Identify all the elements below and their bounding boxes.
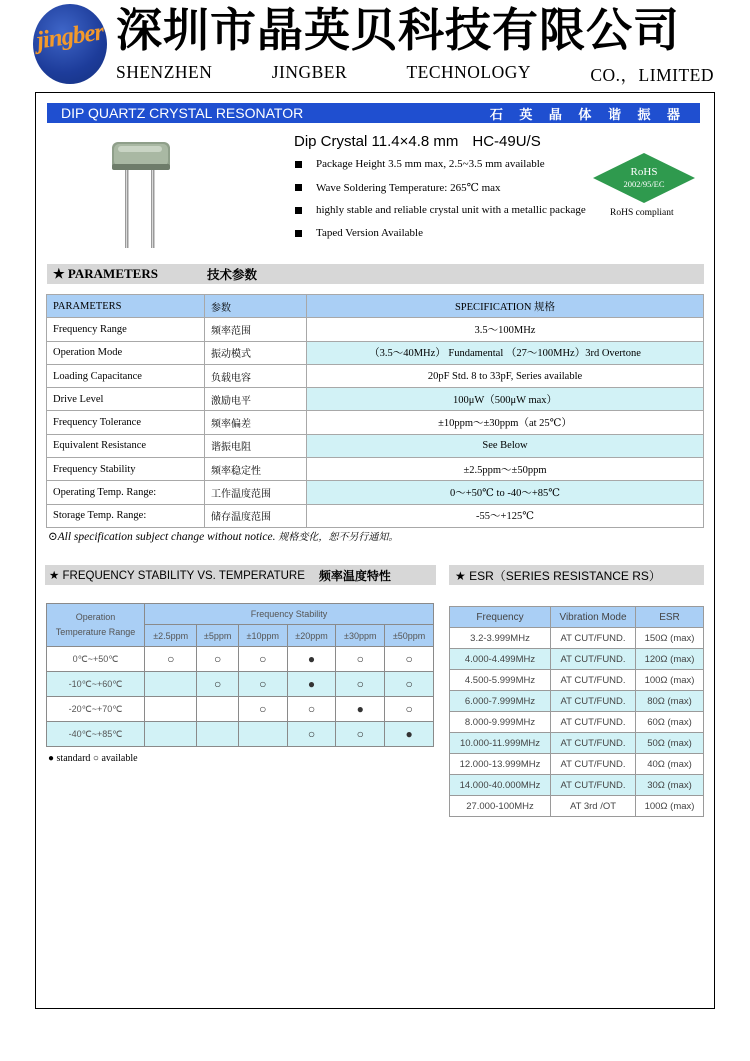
- parameters-table: [46, 294, 704, 528]
- product-title: [294, 133, 541, 150]
- feature-item: [295, 204, 586, 216]
- table-header-row: [47, 295, 704, 318]
- letterhead: [0, 0, 750, 92]
- header-cell: SPECIFICATION 规格: [307, 295, 704, 318]
- esr-frequency: 14.000-40.000MHz: [450, 775, 551, 796]
- company-name-en: [116, 62, 714, 87]
- stability-mark: [145, 697, 197, 722]
- stability-mark: ●: [385, 722, 434, 747]
- section-title-cn: 频率温度特性: [318, 568, 391, 583]
- esr-value: 120Ω (max): [636, 649, 704, 670]
- rohs-caption: RoHS compliant: [610, 208, 674, 218]
- stability-group-header: Frequency Stability: [145, 604, 434, 625]
- temp-range: -10℃~+60℃: [47, 672, 145, 697]
- stability-mark: ○: [145, 647, 197, 672]
- stability-mark: ○: [238, 647, 287, 672]
- parameters-section-header: [47, 264, 704, 284]
- table-row: [47, 411, 704, 434]
- table-row: [450, 754, 704, 775]
- param-name: Frequency Stability: [47, 458, 205, 481]
- ppm-header: ±10ppm: [238, 625, 287, 647]
- param-name: Operation Mode: [47, 341, 205, 364]
- table-row: [47, 647, 434, 672]
- stability-mark: [145, 722, 197, 747]
- table-row: [47, 434, 704, 457]
- esr-frequency: 27.000-100MHz: [450, 796, 551, 817]
- op-label-line: Temperature Range: [55, 627, 136, 637]
- param-spec: （3.5～40MHz） Fundamental （27～100MHz）3rd Overtone: [307, 341, 704, 364]
- stability-mark: ○: [385, 647, 434, 672]
- company-word: JINGBER: [271, 62, 348, 82]
- esr-value: 80Ω (max): [636, 691, 704, 712]
- ppm-header: ±20ppm: [287, 625, 336, 647]
- param-name-cn: 激励电平: [205, 388, 307, 411]
- table-row: [450, 649, 704, 670]
- product-model: HC-49U/S: [472, 133, 541, 150]
- stability-mark: [197, 722, 238, 747]
- param-name-cn: 负载电容: [205, 364, 307, 387]
- stability-mark: [197, 697, 238, 722]
- section-title: ★ ESR（SERIES RESISTANCE RS）: [455, 568, 661, 583]
- table-row: [450, 628, 704, 649]
- header-cell: 参数: [205, 295, 307, 318]
- esr-value: 100Ω (max): [636, 796, 704, 817]
- table-row: [450, 712, 704, 733]
- feature-text: highly stable and reliable crystal unit with a metallic package: [316, 204, 586, 216]
- esr-value: 30Ω (max): [636, 775, 704, 796]
- bullet-square-icon: [295, 161, 302, 168]
- company-word: SHENZHEN: [116, 62, 213, 82]
- esr-mode: AT CUT/FUND.: [551, 691, 636, 712]
- esr-frequency: 4.000-4.499MHz: [450, 649, 551, 670]
- esr-value: 100Ω (max): [636, 670, 704, 691]
- rohs-badge: [592, 152, 696, 204]
- table-row: [47, 722, 434, 747]
- stability-mark: ○: [336, 647, 385, 672]
- feature-item: [295, 158, 545, 170]
- param-name-cn: 频率稳定性: [205, 458, 307, 481]
- product-category-bar: [47, 103, 700, 123]
- header-cell: ESR: [636, 607, 704, 628]
- table-row: [450, 733, 704, 754]
- crystal-illustration: [100, 138, 180, 250]
- esr-mode: AT CUT/FUND.: [551, 775, 636, 796]
- param-name: Frequency Tolerance: [47, 411, 205, 434]
- header-cell: Frequency: [450, 607, 551, 628]
- section-title: ★ PARAMETERS: [53, 266, 158, 281]
- table-row: [450, 796, 704, 817]
- param-spec: 0～+50℃ to -40～+85℃: [307, 481, 704, 504]
- section-title-cn: 技术参数: [207, 267, 258, 282]
- esr-frequency: 10.000-11.999MHz: [450, 733, 551, 754]
- stability-mark: ○: [287, 722, 336, 747]
- table-row: [47, 504, 704, 527]
- stability-section-header: [45, 565, 436, 585]
- temp-range: -40℃~+85℃: [47, 722, 145, 747]
- rohs-label: RoHS: [630, 166, 658, 178]
- table-row: [47, 481, 704, 504]
- param-name: Frequency Range: [47, 318, 205, 341]
- table-row: [47, 697, 434, 722]
- param-name: Storage Temp. Range:: [47, 504, 205, 527]
- table-row: [47, 672, 434, 697]
- stability-table: [46, 603, 434, 747]
- param-spec: ±2.5ppm～±50ppm: [307, 458, 704, 481]
- company-name-cn: 深圳市晶英贝科技有限公司: [116, 3, 680, 57]
- param-name-cn: 频率偏差: [205, 411, 307, 434]
- esr-frequency: 4.500-5.999MHz: [450, 670, 551, 691]
- param-spec: ±10ppm～±30ppm（at 25℃）: [307, 411, 704, 434]
- op-temp-header: [47, 604, 145, 647]
- param-name: Operating Temp. Range:: [47, 481, 205, 504]
- stability-mark: [238, 722, 287, 747]
- product-category-title: DIP QUARTZ CRYSTAL RESONATOR: [61, 105, 304, 121]
- param-spec: See Below: [307, 434, 704, 457]
- company-word: TECHNOLOGY: [406, 62, 532, 82]
- esr-mode: AT CUT/FUND.: [551, 628, 636, 649]
- table-row: [450, 775, 704, 796]
- esr-value: 150Ω (max): [636, 628, 704, 649]
- esr-frequency: 6.000-7.999MHz: [450, 691, 551, 712]
- logo-text: jingber: [35, 18, 105, 55]
- company-word: CO.，LIMITED: [590, 65, 714, 85]
- bullet-square-icon: [295, 230, 302, 237]
- ppm-header: ±50ppm: [385, 625, 434, 647]
- table-row: [47, 388, 704, 411]
- esr-section-header: [449, 565, 704, 585]
- param-name-cn: 谐振电阻: [205, 434, 307, 457]
- param-name-cn: 工作温度范围: [205, 481, 307, 504]
- stability-mark: ○: [238, 672, 287, 697]
- esr-frequency: 8.000-9.999MHz: [450, 712, 551, 733]
- ppm-header: ±5ppm: [197, 625, 238, 647]
- temp-range: 0℃~+50℃: [47, 647, 145, 672]
- esr-value: 50Ω (max): [636, 733, 704, 754]
- stability-mark: ○: [197, 647, 238, 672]
- bullet-square-icon: [295, 184, 302, 191]
- table-row: [47, 318, 704, 341]
- param-name: Loading Capacitance: [47, 364, 205, 387]
- esr-value: 60Ω (max): [636, 712, 704, 733]
- feature-text: Taped Version Available: [316, 227, 423, 239]
- param-spec: 100μW（500μW max）: [307, 388, 704, 411]
- header-cell: Vibration Mode: [551, 607, 636, 628]
- esr-mode: AT CUT/FUND.: [551, 754, 636, 775]
- table-row: [47, 341, 704, 364]
- stability-mark: ●: [287, 647, 336, 672]
- ppm-header: ±30ppm: [336, 625, 385, 647]
- stability-mark: ○: [385, 697, 434, 722]
- feature-item: [295, 227, 423, 239]
- esr-mode: AT CUT/FUND.: [551, 712, 636, 733]
- esr-table: [449, 606, 704, 817]
- table-row: [450, 691, 704, 712]
- esr-value: 40Ω (max): [636, 754, 704, 775]
- param-name: Drive Level: [47, 388, 205, 411]
- esr-mode: AT 3rd /OT: [551, 796, 636, 817]
- param-name-cn: 储存温度范围: [205, 504, 307, 527]
- stability-mark: ○: [197, 672, 238, 697]
- esr-frequency: 3.2-3.999MHz: [450, 628, 551, 649]
- company-logo: [33, 4, 107, 84]
- spec-note: [48, 528, 398, 543]
- ppm-header: ±2.5ppm: [145, 625, 197, 647]
- note-text: ⊙All specification subject change without notice.: [48, 531, 276, 543]
- esr-mode: AT CUT/FUND.: [551, 649, 636, 670]
- table-row: [47, 364, 704, 387]
- stability-mark: ○: [336, 672, 385, 697]
- op-label-line: Operation: [75, 612, 116, 622]
- esr-mode: AT CUT/FUND.: [551, 670, 636, 691]
- stability-mark: ○: [336, 722, 385, 747]
- stability-mark: [145, 672, 197, 697]
- stability-mark: ●: [336, 697, 385, 722]
- stability-legend: ● standard ○ available: [48, 753, 138, 764]
- esr-frequency: 12.000-13.999MHz: [450, 754, 551, 775]
- stability-mark: ○: [287, 697, 336, 722]
- section-title: ★ FREQUENCY STABILITY VS. TEMPERATURE: [49, 570, 305, 582]
- product-category-cn: 石 英 晶 体 谐 振 器: [489, 107, 686, 123]
- rohs-code: 2002/95/EC: [623, 179, 665, 189]
- param-spec: -55～+125℃: [307, 504, 704, 527]
- product-name: Dip Crystal 11.4×4.8 mm: [294, 133, 459, 150]
- feature-text: Wave Soldering Temperature: 265℃ max: [316, 182, 501, 194]
- table-header-row: [450, 607, 704, 628]
- temp-range: -20℃~+70℃: [47, 697, 145, 722]
- param-name-cn: 频率范围: [205, 318, 307, 341]
- bullet-square-icon: [295, 207, 302, 214]
- table-header-row: [47, 604, 434, 625]
- header-cell: PARAMETERS: [47, 295, 205, 318]
- param-spec: 20pF Std. 8 to 33pF, Series available: [307, 364, 704, 387]
- param-name: Equivalent Resistance: [47, 434, 205, 457]
- esr-mode: AT CUT/FUND.: [551, 733, 636, 754]
- table-row: [450, 670, 704, 691]
- stability-mark: ●: [287, 672, 336, 697]
- table-row: [47, 458, 704, 481]
- stability-mark: ○: [385, 672, 434, 697]
- param-spec: 3.5～100MHz: [307, 318, 704, 341]
- feature-item: [295, 181, 501, 194]
- feature-text: Package Height 3.5 mm max, 2.5~3.5 mm available: [316, 158, 545, 170]
- stability-mark: ○: [238, 697, 287, 722]
- param-name-cn: 振动模式: [205, 341, 307, 364]
- note-text-cn: 规格变化，恕不另行通知。: [278, 532, 399, 543]
